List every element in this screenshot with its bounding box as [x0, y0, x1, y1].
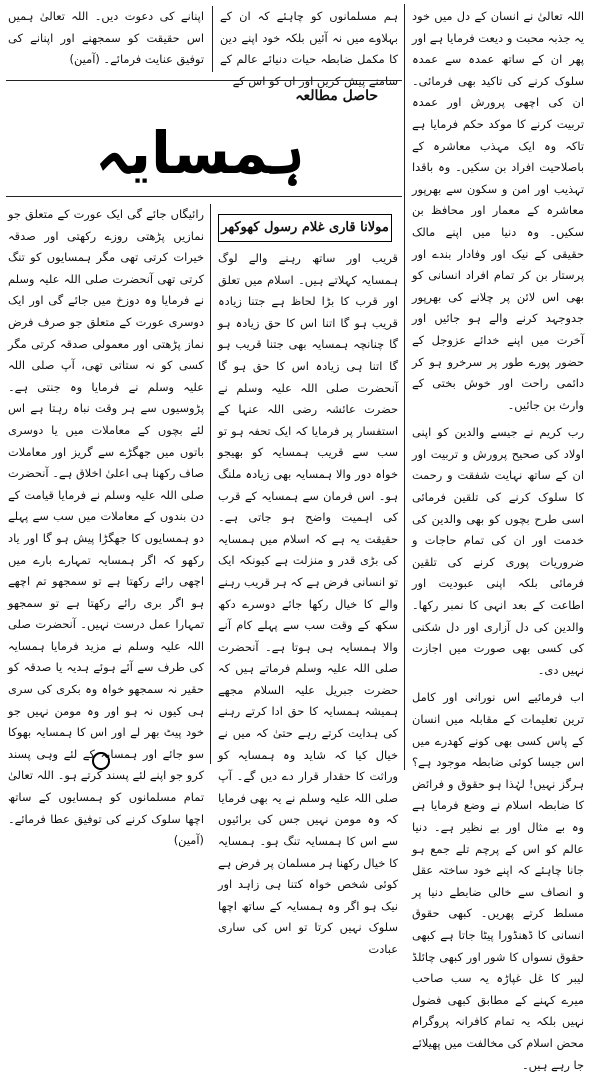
top-strip-left-text: اپنانے کی دعوت دیں۔ اللہ تعالیٰ ہمیں اس حقیقت کو سمجھنے اور اپنانے کی توفیق عنایت فرمائے۔ (آمین): [8, 9, 204, 67]
right-column-divider: [404, 4, 405, 770]
right-column-text: [411, 6, 584, 1072]
right-column-paragraph-2: رب کریم نے جیسے والدین کو اپنی اولاد کی صحیح پرورش و تربیت اور ان کے ساتھ نہایت شفقت و رحمت کا سلوک کرنے کی تلقین فرمائی اسی طرح بچوں کو بھی والدین کی خدمت اور ان کی تمام حاجات و ضروریات پوری کرنے کی تلقین فرمائی بلکہ اپنی عبودیت اور اطاعت کے بعد انہی کا نمبر رکھا۔ والدین کی دل آزاری اور دل شکنی کی کسی بھی صورت میں اجازت نہیں دی۔: [412, 425, 584, 677]
article-column-divider: [210, 204, 211, 764]
right-column-paragraph-1: اللہ تعالیٰ نے انسان کے دل میں خود یہ جذبہ محبت و دیعت فرمایا ہے اور پھر ان کے ساتھ عمدہ سے عمدہ سلوک کرنے کی تاکید بھی فرمائی۔ ان کی اچھی پرورش اور عمدہ تربیت کرنے کا موکد حکم فرمایا ہے تاکہ وہ ایک مہذب معاشرہ کے باصلاحیت افراد بن سکیں۔ وہ باقدا تہذیب اور امن و سکون سے بھرپور معاشرہ کے معمار اور محافظ بن سکیں۔ وہ دنیا میں اپنے مالک حقیقی کے نیک اور وفادار بندے اور پرستار بن کر تمام افراد انسانی کو بھی اس لائن پر چلانے کی بھرپور جدوجہد کرنے والے ہو جائیں اور آخرت میں اپنے خدائے عزوجل کے حضور پورے طور پر سرخرو ہو کر دائمی راحت اور خوش بختی کے وارث بن جائیں۔: [411, 9, 584, 412]
article-title: ہمسایہ: [95, 119, 305, 187]
article-middle-column: قریب اور ساتھ رہنے والے لوگ ہمسایہ کہلاتے ہیں۔ اسلام میں تعلق اور قرب کا بڑا لحاظ ہے جتنا زیادہ قریب ہو گا اتنا اس کا حق زیادہ ہو گا چنانچہ ہمسایہ بھی جتنا قریب ہو گا اتنا ہی زیادہ اس کا حق ہو گا آنحضرت صلی اللہ علیہ وسلم نے حضرت عائشہ رضی اللہ عنہا کے استفسار پر فرمایا کہ ایک تحفہ ہو تو سب سے قریب ہمسایہ کو بھیجو خواہ دور والا ہمسایہ بھی زیادہ ملنگ ہو۔ اس فرمان سے ہمسایہ کے قرب کی اہمیت واضح ہو جاتی ہے۔ حقیقت یہ ہے کہ اسلام میں ہمسایہ کی بڑی قدر و منزلت ہے کیونکہ ایک تو انسانی فرض ہے کہ ہر قریب رہنے والے کا خیال رکھا جائے دوسرے دکھ سکھ کے وقت سب سے پہلے کام آنے والا ہمسایہ ہی ہوتا ہے۔ آنحضرت صلی اللہ علیہ وسلم فرماتے ہیں کہ حضرت جبریل علیہ السلام مجھے ہمیشہ ہمسایہ کا حق ادا کرتے رہنے کی ہدایت کرتے رہے حتیٰ کہ میں نے خیال کیا کہ شاید وہ ہمسایہ کو وراثت کا حقدار قرار دے دیں گے۔ آپ صلی اللہ علیہ وسلم نے یہ بھی فرمایا کہ وہ مومن نہیں جس کی برائیوں سے اس کا ہمسایہ تنگ ہو۔ ہمسایہ کا خیال رکھنا ہر مسلمان پر فرض ہے کوئی شخص خواہ کتنا ہی زاہد اور نیک ہو اگر وہ ہمسایہ کے ساتھ اچھا سلوک نہیں کرتا تو اس کی ساری عبادت: [218, 251, 398, 956]
top-strip-bottom-rule: [6, 80, 402, 81]
top-strip-right-text: ہم مسلمانوں کو چاہئے کہ ان کے بہلاوے میں نہ آئیں بلکہ خود اپنے دین کا مکمل ضابطہ حیات دنیائے عالم کے سامنے پیش کریں اور ان کو اس کے: [220, 9, 398, 88]
end-mark-circle: [92, 752, 110, 770]
author-byline: مولانا قاری غلام رسول کھوکھر: [218, 214, 392, 242]
right-column-paragraph-3: اب فرمائیے اس نورانی اور کامل ترین تعلیمات کے مقابلہ میں انسان کے پاس کسی بھی کونے کھدرے میں اس جیسا کوئی ضابطہ موجود ہے؟ ہرگز نہیں! لہٰذا ہو حقوق و فرائض کا ضابطہ اسلام نے وضع فرمایا ہے وہ بے مثال اور بے نظیر ہے۔ دنیا عالم کو اس کے پرچم تلے جمع ہو جانا چاہئے کہ اپنے خود ساختہ عقل و انصاف سے خالی ضابطے دنیا پر مسلط کرتے پھریں۔ کبھی حقوق انسانی کا ڈھنڈورا پیٹا جاتا ہے کبھی حقوق نسواں کا شور اور کبھی چائلڈ لیبر کا غل غپاڑہ یہ سب صاحب میرے کہنے کے مطابق کبھی فضول نہیں بلکہ یہ تمام کافرانہ پروگرام محض اسلام کی مخالفت میں پھیلائے جا رہے ہیں۔: [412, 690, 584, 1072]
title-bottom-rule: [6, 196, 402, 197]
section-label: حاصل مطالعہ: [295, 88, 378, 104]
article-left-column: رائیگاں جائے گی ایک عورت کے متعلق جو نمازیں پڑھتی روزے رکھتی اور صدقہ خیرات کرتی تھی مگر ہمسایوں کو تنگ کرتی تھی آنحضرت صلی اللہ علیہ وسلم نے فرمایا وہ دوزخ میں جائے گی اور ایک دوسری عورت کے متعلق جو صرف فرض نماز پڑھتی اور معمولی صدقہ کرتی مگر کسی کو نہ ستاتی تھی، آپ صلی اللہ علیہ وسلم نے فرمایا وہ جنتی ہے۔ پڑوسیوں سے ہر وقت نباہ رہتا ہے اس لئے بچوں کے معاملات میں یا دوسری باتوں میں جھگڑے سے گریز اور معاملات صاف رکھنا ہی اعلیٰ اخلاق ہے۔ آنحضرت صلی اللہ علیہ وسلم نے فرمایا قیامت کے دن بندوں کے معاملات میں سب سے پہلے دو ہمسایوں کا جھگڑا پیش ہو گا اور یاد رکھو کہ اگر ہمسایہ تمہارے بارے میں اچھی رائے رکھتا ہے تو سمجھو تم اچھے ہو اگر بری رائے رکھتا ہے تو سمجھو تمہارا عمل درست نہیں۔ آنحضرت صلی اللہ علیہ وسلم نے مزید فرمایا ہمسایہ کی طرف سے آئے ہوئے ہدیہ یا صدقہ کو حقیر نہ سمجھو خواہ وہ بکری کی سری ہی کیوں نہ ہو اور وہ مومن نہیں جو خود پیٹ بھر لے اور اس کا ہمسایہ بھوکا سو جائے اور ہمسایہ کے لئے وہی پسند کرو جو اپنے لئے پسند کرتے ہو۔ اللہ تعالیٰ تمام مسلمانوں کو ہمسایوں کے ساتھ اچھا سلوک کرنے کی توفیق عطا فرمائے۔ (آمین): [8, 207, 204, 848]
top-strip-divider: [212, 6, 213, 72]
